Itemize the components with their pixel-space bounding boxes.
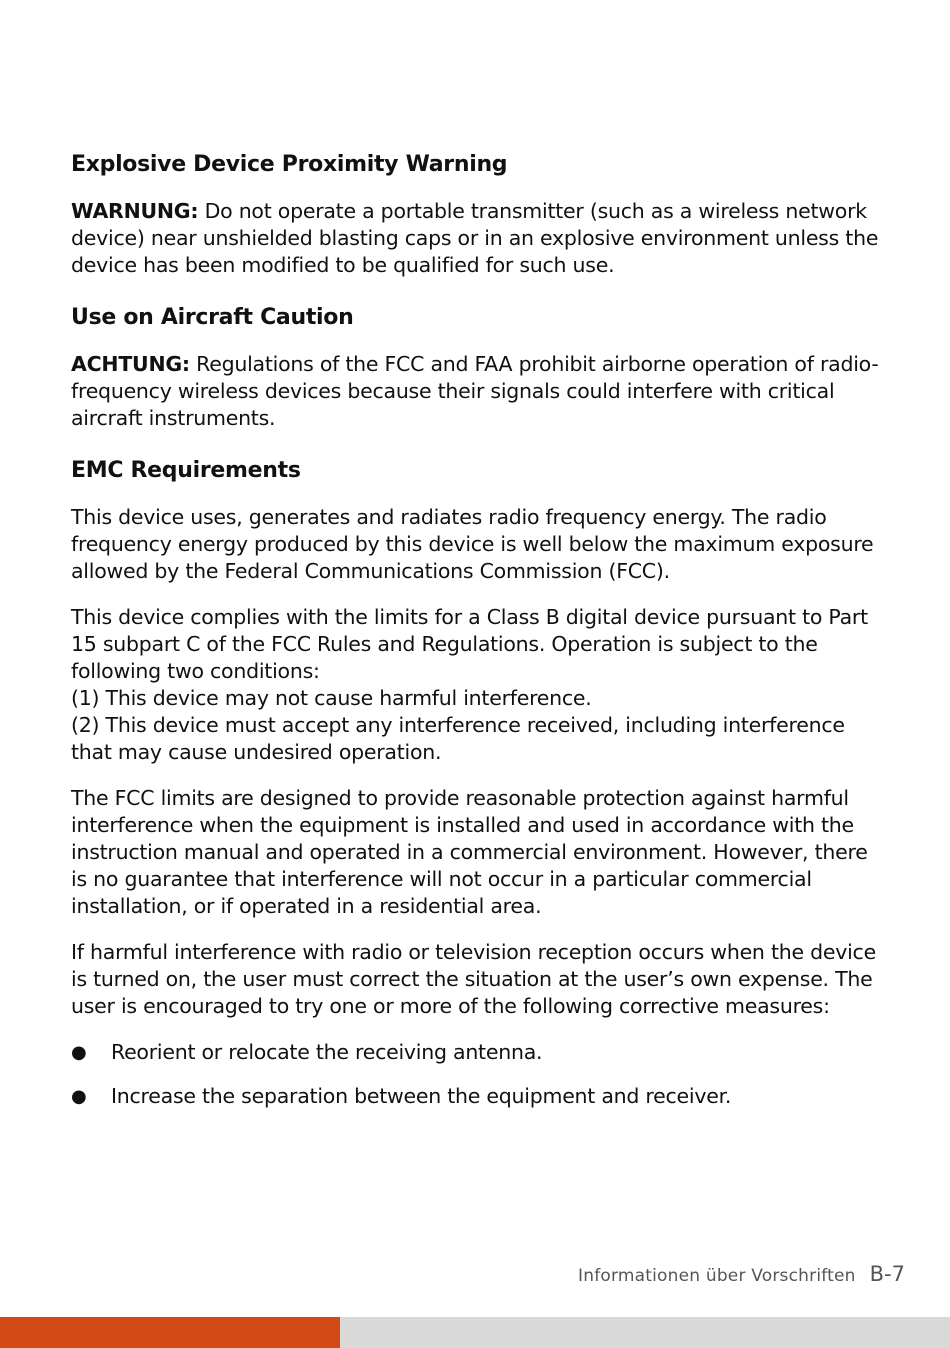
warning-paragraph — [71, 198, 886, 279]
section-heading: Explosive Device Proximity Warning — [71, 152, 508, 177]
footer-gray-bar — [340, 1317, 950, 1348]
list-item-text: Reorient or relocate the receiving antenna. — [111, 1040, 543, 1064]
caution-paragraph — [71, 351, 886, 432]
section-heading: EMC Requirements — [71, 458, 301, 483]
corrective-measures-list — [71, 1039, 886, 1110]
emc-paragraph-4: If harmful interference with radio or television reception occurs when the device is turned on, the user must correct the situation at the user’s own expense. The user is encouraged to try one or more of the following corrective measures: — [71, 940, 876, 1018]
section-heading: Use on Aircraft Caution — [71, 305, 354, 330]
emc-paragraph-3: The FCC limits are designed to provide reasonable protection against harmful interference when the equipment is installed and used in accordance with the instruction manual and operated in a commercial environment. However, there is no guarantee that interference will not occur in a particular commercial installation, or if operated in a residential area. — [71, 786, 868, 918]
warning-text: Do not operate a portable transmitter (such as a wireless network device) near unshielded blasting caps or in an explosive environment unless the device has been modified to be qualified for such use. — [71, 199, 879, 277]
emc-condition-2: (2) This device must accept any interference received, including interference that may cause undesired operation. — [71, 713, 845, 764]
footer-chapter-title: Informationen über Vorschriften — [578, 1266, 856, 1286]
footer-accent-bar — [0, 1317, 340, 1348]
emc-paragraph-2 — [71, 604, 886, 766]
warning-label: WARNUNG: — [71, 199, 199, 223]
list-item — [71, 1039, 886, 1066]
section-aircraft-caution — [71, 303, 886, 432]
list-item — [71, 1083, 886, 1110]
caution-text: Regulations of the FCC and FAA prohibit airborne operation of radio-frequency wireless devices because their signals could interfere with critical aircraft instruments. — [71, 352, 879, 430]
page-number: B-7 — [869, 1262, 905, 1286]
document-body — [71, 150, 886, 1127]
emc-conditions-intro: This device complies with the limits for a Class B digital device pursuant to Part 15 subpart C of the FCC Rules and Regulations. Operation is subject to the following two conditions: — [71, 605, 868, 683]
page-footer — [578, 1262, 905, 1286]
caution-label: ACHTUNG: — [71, 352, 190, 376]
list-item-text: Increase the separation between the equipment and receiver. — [111, 1084, 732, 1108]
emc-paragraph-1: This device uses, generates and radiates radio frequency energy. The radio frequency energy produced by this device is well below the maximum exposure allowed by the Federal Communications Commission (FCC). — [71, 505, 874, 583]
section-emc-requirements — [71, 456, 886, 1110]
emc-condition-1: (1) This device may not cause harmful interference. — [71, 686, 592, 710]
bullet-icon: ● — [71, 1042, 87, 1063]
bullet-icon: ● — [71, 1086, 87, 1107]
section-explosive-warning — [71, 150, 886, 279]
